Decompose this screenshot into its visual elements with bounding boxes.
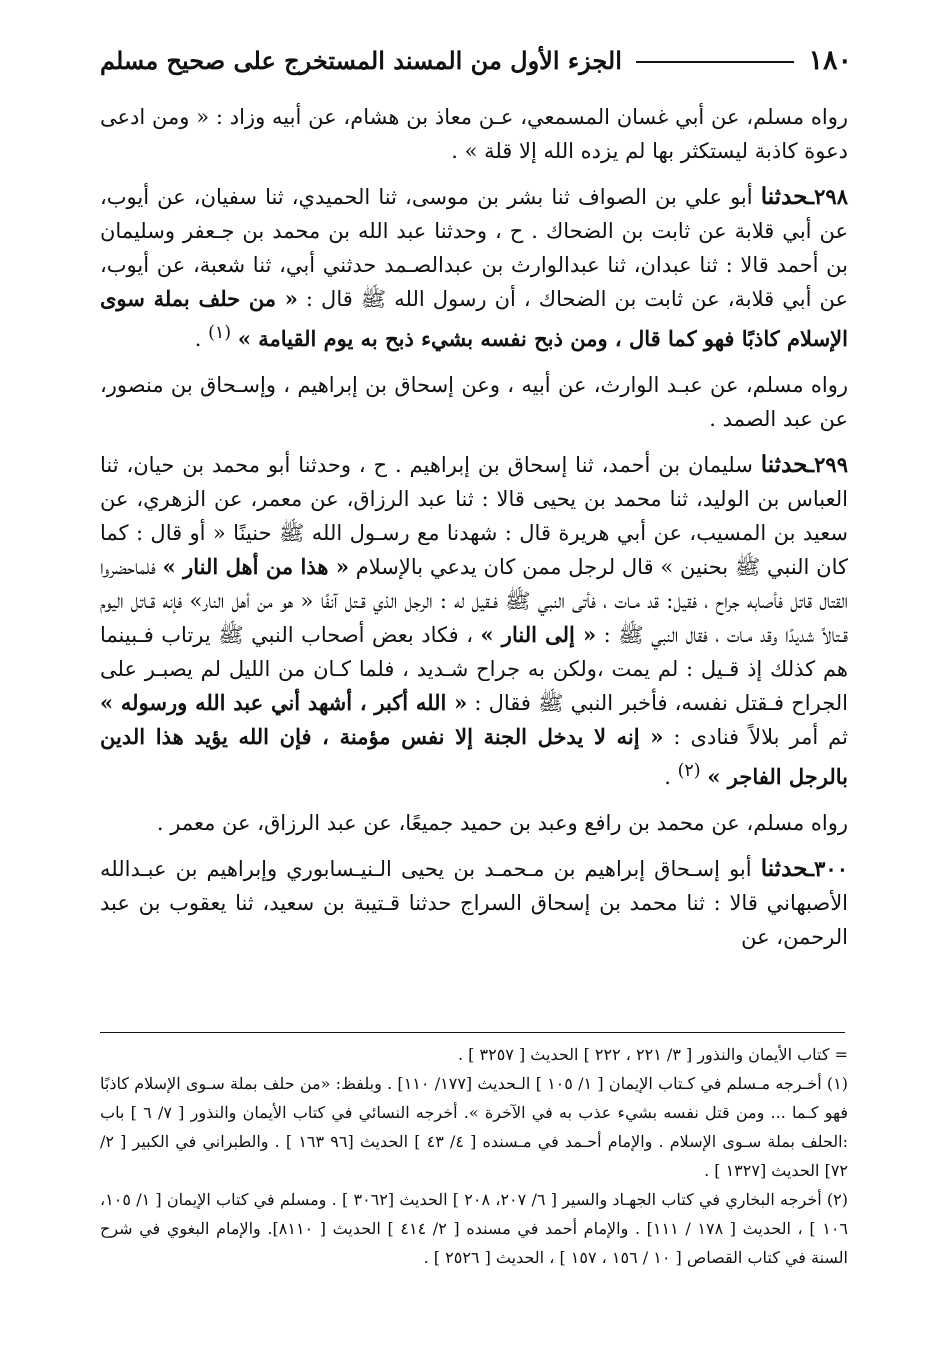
footnote-ref: (١) xyxy=(208,323,232,343)
matn-text: « إنه لا يدخل الجنة إلا نفس مؤمنة ، فإن الله يؤيد هذا الدين بالرجل الفاجر » xyxy=(100,724,848,789)
end-mark: . xyxy=(194,327,209,351)
haddathana-label: حدثنا xyxy=(760,855,808,882)
haddathana-label: حدثنا xyxy=(760,451,808,478)
hadith-300 xyxy=(100,852,848,954)
main-text xyxy=(100,100,848,966)
hadith-number: ٢٩٩ـ xyxy=(808,452,848,477)
hadith-298 xyxy=(100,180,848,356)
running-title: الجزء الأول من المسند المستخرج على صحيح مسلم xyxy=(100,45,622,75)
haddathana-label: حدثنا xyxy=(760,183,808,210)
hadith-text: ، فكاد بعض أصحاب النبي ﷺ يرتاب فـبينما هم كذلك إذ قـيل : لم يمت ،ولكن به جراح شـديد ، فلما كـان من الليل لم يصبـر على الجراح فـقتل نفسه، فأخبر النبي ﷺ فقال : xyxy=(100,623,848,715)
hadith-text: فلماحضروا القتال قاتل فأصابه جراح ، فقيل: قد مـات ، فأتى النبي ﷺ فـقيل له : الرجل الذي قـتل آنفًا « هو من أهل النار» فإنه قـاتل اليوم قـتالاً شديدًا وقد مـات ، فقال النبي ﷺ : xyxy=(100,555,849,647)
header-rule xyxy=(636,61,795,63)
matn-text: « من حلف بملة سوى الإسلام كاذبًا فهو كما قال ، ومن ذبح نفسه بشيء ذبح به يوم القيامة » xyxy=(100,286,848,351)
footnote-1: (١) أخـرجه مـسلم في كـتاب الإيمان [ ١/ ١٠٥ ] الـحديث [١٧٧/ ١١٠] . وبلفظ: «من حلف بملة سـوى الإسلام كاذبًا فهو كـما ... ومن قتل نفسه بشيء عذب به في الآخرة ». أخرجه النسائي في كتاب الأيمان والنذور [ ٧/ ٦ ] باب :الحلف بملة سـوى الإسلام . والإمام أحـمد في مـسنده [ ٤/ ٤٣ ] الحديث [٩٦ ١٦٣ ] . والطبراني في الكبير [ ٢/ ٧٢] الحديث [١٣٢٧ ] . xyxy=(100,1074,849,1180)
footnote-rule xyxy=(100,1032,845,1033)
hadith-number: ٣٠٠ـ xyxy=(808,856,848,881)
hadith-number: ٢٩٨ـ xyxy=(808,184,848,209)
hadith-299 xyxy=(100,448,848,794)
page-number: ١٨٠ xyxy=(808,44,852,76)
footnote-continuation: = كتاب الأيمان والنذور [ ٣/ ٢٢١ ، ٢٢٢ ] الحديث [ ٣٢٥٧ ] . xyxy=(458,1045,848,1064)
end-mark: . xyxy=(664,765,678,789)
hadith-text: أبو إسـحاق إبراهيم بن مـحمـد بن يحيى الـنيـسابوري وإبراهيم بن عبـدالله الأصبهاني قالا : ثنا محمد بن إسحاق السراج حدثنا قـتيبة بن سعيد، ثنا يعقوب بن عبد الرحمن، عن xyxy=(100,857,848,949)
matn-text: « إلى النار » xyxy=(480,622,597,647)
hadith-text: ثم أمر بلالاً فنادى : xyxy=(663,725,849,749)
page-header xyxy=(100,38,852,82)
paragraph-riwaya-298: رواه مسلم، عن عبـد الوارث، عن أبيه ، وعن إسحاق بن إبراهيم ، وإسـحاق بن منصور، عن عبد الصمد . xyxy=(100,373,848,431)
footnote-2: (٢) أخرجه البخاري في كتاب الجهـاد والسير [ ٦/ ٢٠٧، ٢٠٨ ] الحديث [٣٠٦٢ ] . ومسلم في كتاب الإيمان [ ١/ ١٠٥، ١٠٦ ] ، الحديث [ ١٧٨ / ١١١] . والإمام أحمد في مسنده [ ٢/ ٤١٤ ] الحديث [ ٨١١٠]. والإمام البغوي في شرح السنة في كتاب القصاص [ ١٠ / ١٥٦ ، ١٥٧ ] ، الحديث [ ٢٥٢٦ ] . xyxy=(100,1190,849,1267)
paragraph-riwaya-1: رواه مسلم، عن أبي غسان المسمعي، عـن معاذ بن هشام، عن أبيه وزاد : « ومن ادعى دعوة كاذبة ليستكثر بها لم يزده الله إلا قلة » . xyxy=(100,105,848,163)
matn-text: « هذا من أهل النار » xyxy=(162,554,349,579)
isnad-text: أبو علي بن الصواف ثنا بشر بن موسى، ثنا الحميدي، ثنا سفيان، عن أيوب، عن أبي قلابة عن ثابت بن الضحاك . ح ، وحدثنا عبد الله بن محمد بن جـعفر وسليمان بن أحمد قالا : ثنا عبدان، ثنا عبدالوارث بن عبدالصـمد حدثني أبي، ثنا شعبة، عن أيوب، عن أبي قلابة، عن ثابت بن الضحاك ، أن رسول الله ﷺ قال : xyxy=(100,185,848,311)
matn-text: « الله أكبر ، أشهد أني عبد الله ورسوله » xyxy=(100,690,468,715)
footnote-ref: (٢) xyxy=(677,761,701,781)
hadith-text: سليمان بن أحمد، ثنا إسحاق بن إبراهيم . ح ، وحدثنا أبو محمد بن حيان، ثنا العباس بن الوليد، ثنا محمد بن يحيى قالا : ثنا عبد الرزاق، عن معمر، عن الزهري، عن سعيد بن المسيب، عن أبي هريرة قال : شهدنا مع رسـول الله ﷺ حنينًا « أو قال : كما كان النبي ﷺ بحنين » قال لرجل ممن كان يدعي بالإسلام xyxy=(100,453,848,579)
footnotes xyxy=(100,1040,848,1272)
paragraph-riwaya-299: رواه مسلم، عن محمد بن رافع وعبد بن حميد جميعًا، عن عبد الرزاق، عن معمر . xyxy=(156,811,848,835)
